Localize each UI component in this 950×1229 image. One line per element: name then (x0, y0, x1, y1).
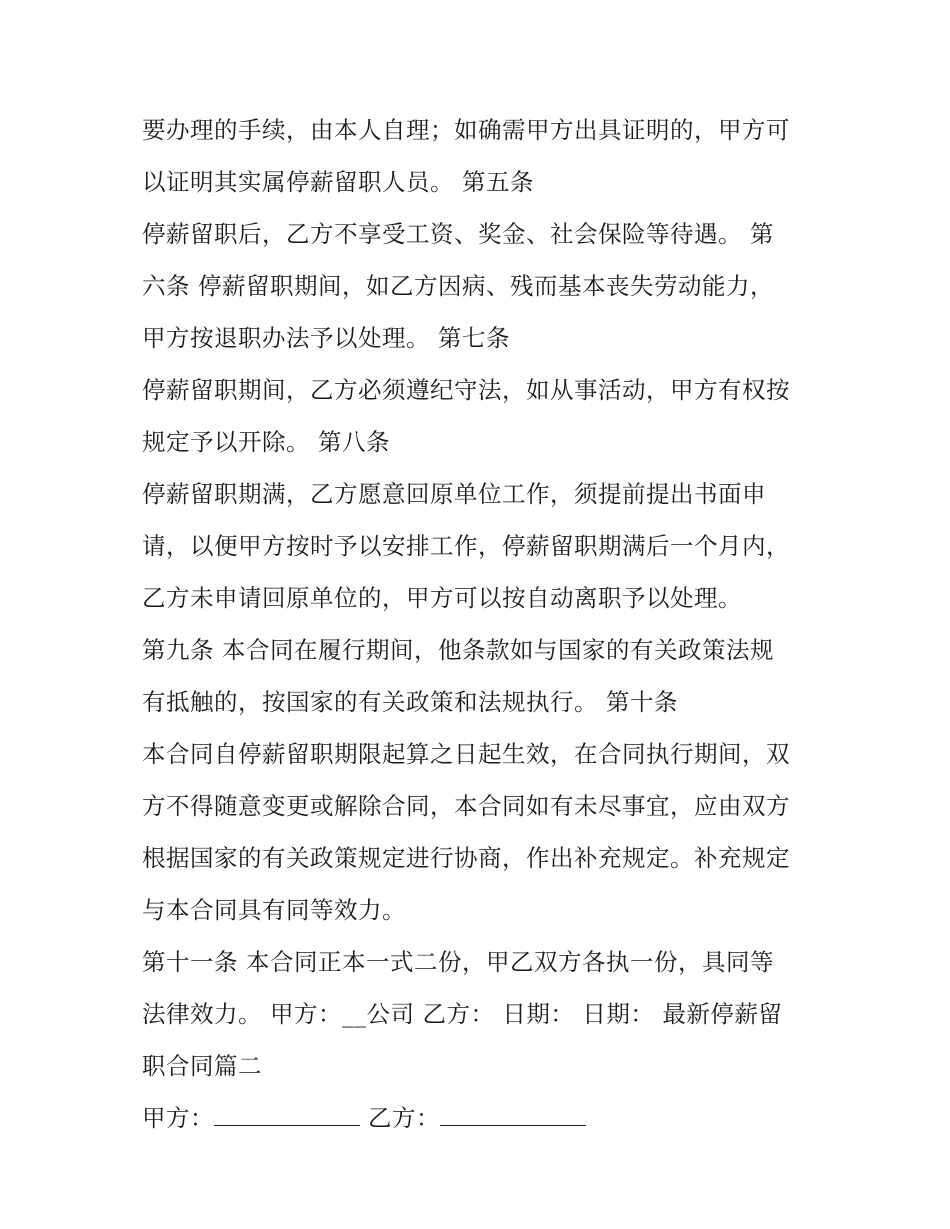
party-b-label: 乙方： (368, 1104, 440, 1132)
text-line: 本合同自停薪留职期限起算之日起生效，在合同执行期间，双 (142, 740, 790, 768)
text-line: 第九条 本合同在履行期间，他条款如与国家的有关政策法规 (142, 636, 774, 664)
text-line: 六条 停薪留职期间，如乙方因病、残而基本丧失劳动能力， (142, 272, 774, 300)
text-line: 停薪留职后，乙方不享受工资、奖金、社会保险等待遇。 第 (142, 220, 774, 248)
text-line: 职合同篇二 (142, 1052, 262, 1080)
party-a-blank (214, 1103, 360, 1126)
text-line: 与本合同具有同等效力。 (142, 896, 406, 924)
contract-text (142, 104, 842, 1144)
text-line: 乙方未申请回原单位的，甲方可以按自动离职予以处理。 (142, 584, 742, 612)
party-b-blank (440, 1103, 586, 1126)
text-line: 有抵触的，按国家的有关政策和法规执行。 第十条 (142, 688, 678, 716)
text-line: 停薪留职期间，乙方必须遵纪守法，如从事活动，甲方有权按 (142, 376, 790, 404)
text-line: 根据国家的有关政策规定进行协商，作出补充规定。补充规定 (142, 844, 790, 872)
party-a-label: 甲方： (142, 1104, 214, 1132)
text-line: 要办理的手续，由本人自理；如确需甲方出具证明的，甲方可 (142, 116, 790, 144)
text-line: 请，以便甲方按时予以安排工作，停薪留职期满后一个月内， (142, 532, 790, 560)
text-line: 方不得随意变更或解除合同，本合同如有未尽事宜，应由双方 (142, 792, 790, 820)
text-line: 第十一条 本合同正本一式二份，甲乙双方各执一份，具同等 (142, 948, 774, 976)
text-line: 以证明其实属停薪留职人员。 第五条 (142, 168, 534, 196)
signature-line (142, 1092, 842, 1144)
text-line: 规定予以开除。 第八条 (142, 428, 390, 456)
text-line: 停薪留职期满，乙方愿意回原单位工作，须提前提出书面申 (142, 480, 766, 508)
text-line: 法律效力。 甲方：__公司 乙方： 日期： 日期： 最新停薪留 (142, 1000, 783, 1028)
text-line: 甲方按退职办法予以处理。 第七条 (142, 324, 510, 352)
